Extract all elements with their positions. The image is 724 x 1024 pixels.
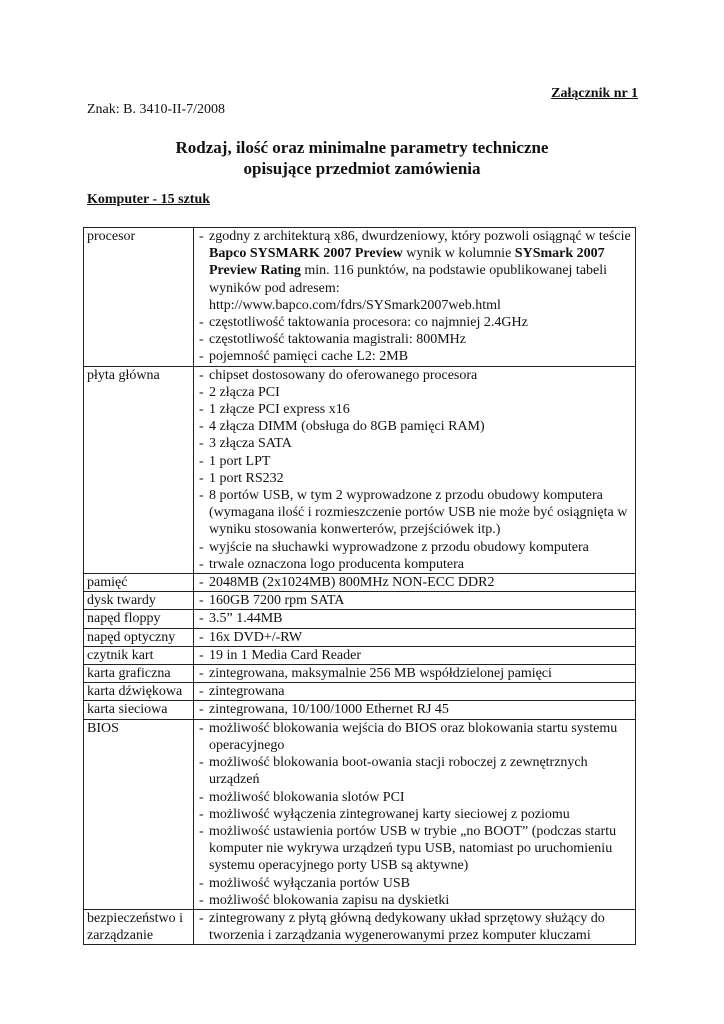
spec-item: - chipset dostosowany do oferowanego procesora (197, 367, 633, 384)
spec-item: - częstotliwość taktowania magistrali: 800MHz (197, 331, 633, 348)
spec-item: - możliwość blokowania zapisu na dyskietki (197, 892, 633, 909)
spec-item: - pojemność pamięci cache L2: 2MB (197, 348, 633, 365)
spec-item-list (197, 647, 633, 664)
spec-row-label: procesor (84, 228, 194, 367)
spec-row-label: napęd optyczny (84, 628, 194, 646)
spec-item: - 2048MB (2x1024MB) 800MHz NON-ECC DDR2 (197, 574, 633, 591)
spec-item: - 19 in 1 Media Card Reader (197, 647, 633, 664)
spec-item: - możliwość wyłączenia zintegrowanej karty sieciowej z poziomu (197, 806, 633, 823)
spec-row-label: karta dźwiękowa (84, 683, 194, 701)
spec-row-values (194, 701, 636, 719)
spec-item: - możliwość wyłączania portów USB (197, 875, 633, 892)
spec-row (84, 909, 636, 944)
spec-row-values (194, 628, 636, 646)
spec-item-list (197, 228, 633, 366)
spec-item-list (197, 720, 633, 909)
spec-row-values (194, 610, 636, 628)
spec-item-list (197, 665, 633, 682)
spec-item: - 1 złącze PCI express x16 (197, 401, 633, 418)
spec-row-label: bezpieczeństwo i zarządzanie (84, 909, 194, 944)
spec-row-label: czytnik kart (84, 646, 194, 664)
spec-row (84, 610, 636, 628)
spec-item: - 1 port RS232 (197, 470, 633, 487)
section-title: Komputer - 15 sztuk (87, 192, 211, 207)
spec-item: - możliwość blokowania wejścia do BIOS oraz blokowania startu systemu operacyjnego (197, 720, 633, 754)
spec-item: - zintegrowana (197, 683, 633, 700)
spec-item: - 1 port LPT (197, 453, 633, 470)
spec-row-label: dysk twardy (84, 592, 194, 610)
spec-item: - 160GB 7200 rpm SATA (197, 592, 633, 609)
spec-row (84, 366, 636, 573)
spec-item: - 8 portów USB, w tym 2 wyprowadzone z przodu obudowy komputera (wymagana ilość i rozmieszczenie portów USB nie może być osiągnięta w wyniku stosowania konwerterów, przejściówek itp.) (197, 487, 633, 539)
spec-item: - trwale oznaczona logo producenta komputera (197, 556, 633, 573)
spec-row (84, 719, 636, 909)
spec-item: - częstotliwość taktowania procesora: co najmniej 2.4GHz (197, 314, 633, 331)
spec-row (84, 628, 636, 646)
spec-item: - zgodny z architekturą x86, dwurdzeniowy, który pozwoli osiągnąć w teście Bapco SYSMARK 2007 Preview wynik w kolumnie SYSmark 2007 Preview Rating min. 116 punktów, na podstawie opublikowanej tabeli wyników pod adresem: http://www.bapco.com/fdrs/SYSmark2007web.html (197, 228, 633, 314)
spec-item: - zintegrowana, 10/100/1000 Ethernet RJ 45 (197, 701, 633, 718)
spec-item: - zintegrowana, maksymalnie 256 MB współdzielonej pamięci (197, 665, 633, 682)
spec-item-list (197, 610, 633, 627)
spec-row-label: karta graficzna (84, 665, 194, 683)
spec-row-label: BIOS (84, 719, 194, 909)
spec-item-list (197, 367, 633, 573)
reference-number: Znak: B. 3410-II-7/2008 (87, 102, 226, 117)
spec-row (84, 683, 636, 701)
spec-item: - 4 złącza DIMM (obsługa do 8GB pamięci RAM) (197, 418, 633, 435)
spec-item: - 16x DVD+/-RW (197, 629, 633, 646)
spec-row-values (194, 574, 636, 592)
spec-row (84, 228, 636, 367)
annex-label: Załącznik nr 1 (551, 86, 638, 101)
spec-row (84, 701, 636, 719)
spec-item-list (197, 629, 633, 646)
spec-item-list (197, 910, 633, 944)
spec-item: - możliwość ustawienia portów USB w trybie „no BOOT” (podczas startu komputer nie wykrywa urządzeń typu USB, natomiast po uruchomieniu systemu operacyjnego porty USB są aktywne) (197, 823, 633, 875)
spec-item: - 3.5” 1.44MB (197, 610, 633, 627)
spec-item: - wyjście na słuchawki wyprowadzone z przodu obudowy komputera (197, 539, 633, 556)
spec-row-values (194, 719, 636, 909)
spec-row-label: pamięć (84, 574, 194, 592)
spec-item: - możliwość blokowania slotów PCI (197, 789, 633, 806)
spec-row (84, 574, 636, 592)
spec-row-label: płyta główna (84, 366, 194, 573)
spec-item-list (197, 574, 633, 591)
spec-row (84, 592, 636, 610)
spec-item: - możliwość blokowania boot-owania stacji roboczej z zewnętrznych urządzeń (197, 754, 633, 788)
spec-row-values (194, 683, 636, 701)
spec-row-values (194, 228, 636, 367)
spec-item-list (197, 701, 633, 718)
spec-row-values (194, 366, 636, 573)
spec-table-body (84, 228, 636, 945)
spec-row-values (194, 665, 636, 683)
spec-row-values (194, 592, 636, 610)
spec-item: - 2 złącza PCI (197, 384, 633, 401)
spec-row (84, 665, 636, 683)
spec-row-values (194, 909, 636, 944)
title-line-2: opisujące przedmiot zamówienia (243, 159, 481, 178)
spec-table (83, 227, 636, 945)
spec-item: - zintegrowany z płytą główną dedykowany układ sprzętowy służący do tworzenia i zarządzania wygenerowanymi przez komputer kluczami (197, 910, 633, 944)
spec-item-list (197, 683, 633, 700)
document-title (0, 137, 724, 179)
spec-row (84, 646, 636, 664)
spec-row-label: napęd floppy (84, 610, 194, 628)
title-line-1: Rodzaj, ilość oraz minimalne parametry techniczne (175, 138, 549, 157)
spec-item-list (197, 592, 633, 609)
spec-row-label: karta sieciowa (84, 701, 194, 719)
spec-item: - 3 złącza SATA (197, 435, 633, 452)
spec-row-values (194, 646, 636, 664)
